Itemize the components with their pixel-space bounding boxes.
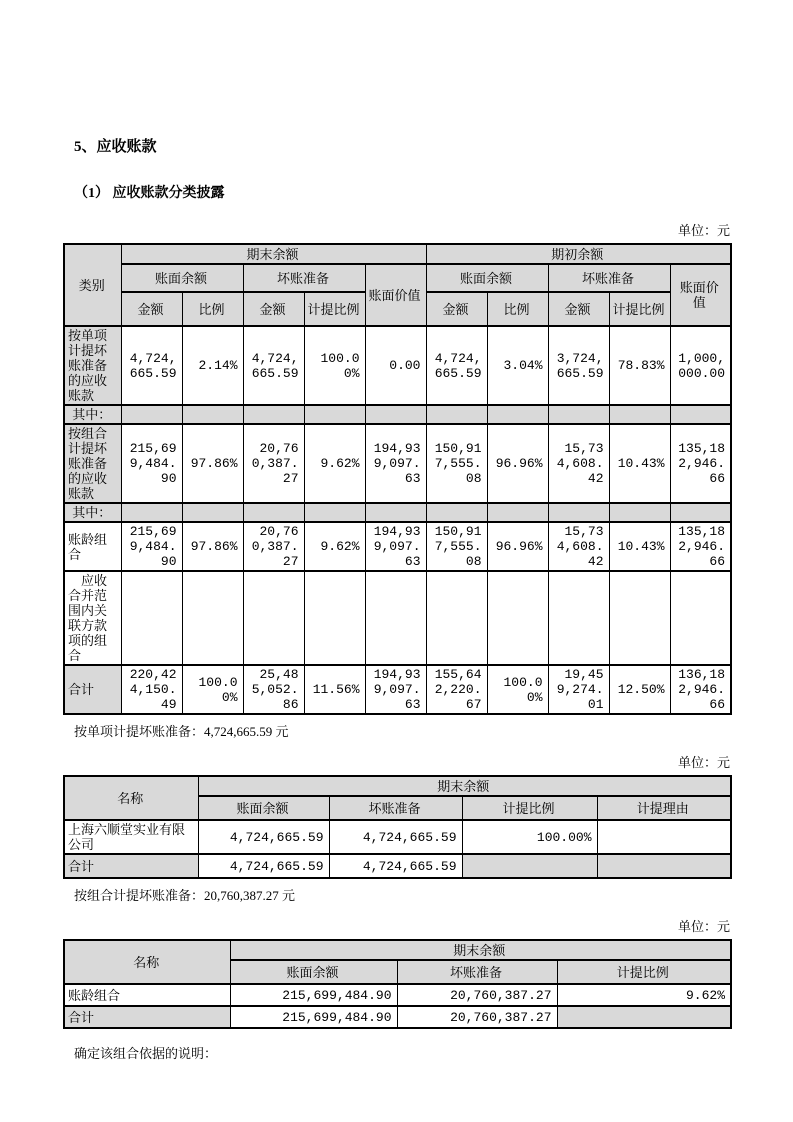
empty-cell <box>121 571 182 665</box>
empty-cell <box>304 503 365 522</box>
value-cell: 135,182,946.66 <box>670 522 731 571</box>
value-cell: 215,699,484.90 <box>121 522 182 571</box>
empty-cell <box>597 854 731 878</box>
value-cell: 2.14% <box>182 326 243 405</box>
empty-cell <box>182 503 243 522</box>
empty-cell <box>182 405 243 424</box>
value-cell: 4,724,665.59 <box>426 326 487 405</box>
row-label: 账龄组合 <box>64 984 230 1006</box>
header-period-end: 期末余额 <box>230 940 731 960</box>
empty-cell <box>670 571 731 665</box>
empty-cell <box>426 571 487 665</box>
individual-provision-table <box>63 775 732 879</box>
unit-label: 单位：元 <box>677 223 730 238</box>
table-row-subheading <box>64 405 731 424</box>
row-label: 其中： <box>64 405 121 424</box>
header-ratio: 比例 <box>487 292 548 326</box>
header-name: 名称 <box>64 940 230 984</box>
value-cell: 20,760,387.27 <box>243 522 304 571</box>
value-cell: 9.62% <box>304 424 365 503</box>
value-cell: 136,182,946.66 <box>670 665 731 714</box>
value-cell: 96.96% <box>487 424 548 503</box>
row-label: 合计 <box>64 854 198 878</box>
header-bad-debt: 坏账准备 <box>329 796 462 820</box>
value-cell: 150,917,555.08 <box>426 424 487 503</box>
empty-cell <box>365 503 426 522</box>
header-book-balance: 账面余额 <box>230 960 397 984</box>
row-label: 账龄组合 <box>64 522 121 571</box>
value-cell: 1,000,000.00 <box>670 326 731 405</box>
header-ratio: 比例 <box>182 292 243 326</box>
table-row <box>64 820 731 854</box>
value-cell: 100.00% <box>462 820 597 854</box>
empty-cell <box>426 503 487 522</box>
row-label: 上海六顺堂实业有限公司 <box>64 820 198 854</box>
value-cell: 15,734,608.42 <box>548 522 609 571</box>
empty-cell <box>243 405 304 424</box>
value-cell: 0.00 <box>365 326 426 405</box>
row-label: 合计 <box>64 1006 230 1028</box>
empty-cell <box>487 571 548 665</box>
empty-cell <box>426 405 487 424</box>
value-cell: 4,724,665.59 <box>198 820 329 854</box>
unit-label: 单位：元 <box>677 919 730 934</box>
header-provision-ratio: 计提比例 <box>462 796 597 820</box>
header-period-begin: 期初余额 <box>426 244 731 264</box>
header-book-balance: 账面余额 <box>198 796 329 820</box>
empty-cell <box>365 405 426 424</box>
empty-cell <box>487 503 548 522</box>
empty-cell <box>548 503 609 522</box>
receivables-classification-table <box>63 243 732 715</box>
header-name: 名称 <box>64 776 198 820</box>
value-cell: 97.86% <box>182 424 243 503</box>
table-row <box>64 571 731 665</box>
header-book-balance: 账面余额 <box>426 264 548 292</box>
value-cell: 100.00% <box>487 665 548 714</box>
value-cell: 20,760,387.27 <box>243 424 304 503</box>
value-cell: 20,760,387.27 <box>397 984 557 1006</box>
value-cell: 19,459,274.01 <box>548 665 609 714</box>
header-book-value: 账面价值 <box>365 264 426 326</box>
empty-cell <box>487 405 548 424</box>
empty-cell <box>548 571 609 665</box>
header-amount: 金额 <box>426 292 487 326</box>
empty-cell <box>243 571 304 665</box>
header-book-balance: 账面余额 <box>121 264 243 292</box>
empty-cell <box>243 503 304 522</box>
value-cell: 4,724,665.59 <box>121 326 182 405</box>
row-label: 合计 <box>64 665 121 714</box>
value-cell: 215,699,484.90 <box>121 424 182 503</box>
value-cell: 150,917,555.08 <box>426 522 487 571</box>
individual-provision-note: 按单项计提坏账准备：4,724,665.59 元 <box>74 724 289 739</box>
header-amount: 金额 <box>121 292 182 326</box>
table-row-total <box>64 665 731 714</box>
portfolio-basis-note: 确定该组合依据的说明： <box>74 1046 218 1061</box>
empty-cell <box>121 405 182 424</box>
row-label: 按组合计提坏账准备的应收账款 <box>64 424 121 503</box>
header-bad-debt: 坏账准备 <box>548 264 670 292</box>
header-book-value: 账面价值 <box>670 264 731 326</box>
empty-cell <box>609 503 670 522</box>
header-amount: 金额 <box>548 292 609 326</box>
unit-label: 单位：元 <box>677 755 730 770</box>
header-period-end: 期末余额 <box>198 776 731 796</box>
portfolio-provision-note: 按组合计提坏账准备：20,760,387.27 元 <box>74 888 296 903</box>
value-cell: 96.96% <box>487 522 548 571</box>
empty-cell <box>462 854 597 878</box>
header-category: 类别 <box>64 244 121 326</box>
value-cell: 215,699,484.90 <box>230 1006 397 1028</box>
value-cell: 97.86% <box>182 522 243 571</box>
row-label: 应收合并范围内关联方款项的组合 <box>64 571 121 665</box>
value-cell: 11.56% <box>304 665 365 714</box>
value-cell: 10.43% <box>609 424 670 503</box>
value-cell: 100.00% <box>304 326 365 405</box>
empty-cell <box>548 405 609 424</box>
empty-cell <box>557 1006 731 1028</box>
empty-cell <box>121 503 182 522</box>
table-row <box>64 984 731 1006</box>
header-provision-ratio: 计提比例 <box>304 292 365 326</box>
value-cell: 4,724,665.59 <box>243 326 304 405</box>
row-label: 按单项计提坏账准备的应收账款 <box>64 326 121 405</box>
header-provision-ratio: 计提比例 <box>557 960 731 984</box>
table-row-subheading <box>64 503 731 522</box>
value-cell: 3.04% <box>487 326 548 405</box>
value-cell: 220,424,150.49 <box>121 665 182 714</box>
table-row <box>64 424 731 503</box>
value-cell: 4,724,665.59 <box>198 854 329 878</box>
value-cell: 194,939,097.63 <box>365 665 426 714</box>
subsection-heading: （1） 应收账款分类披露 <box>74 186 225 201</box>
value-cell: 4,724,665.59 <box>329 854 462 878</box>
empty-cell <box>304 571 365 665</box>
value-cell: 215,699,484.90 <box>230 984 397 1006</box>
header-bad-debt: 坏账准备 <box>397 960 557 984</box>
value-cell: 78.83% <box>609 326 670 405</box>
value-cell: 135,182,946.66 <box>670 424 731 503</box>
value-cell: 20,760,387.27 <box>397 1006 557 1028</box>
row-label: 其中： <box>64 503 121 522</box>
empty-cell <box>365 571 426 665</box>
value-cell: 25,485,052.86 <box>243 665 304 714</box>
value-cell: 9.62% <box>557 984 731 1006</box>
value-cell: 10.43% <box>609 522 670 571</box>
empty-cell <box>609 571 670 665</box>
header-provision-ratio: 计提比例 <box>609 292 670 326</box>
empty-cell <box>304 405 365 424</box>
value-cell: 9.62% <box>304 522 365 571</box>
table-row <box>64 522 731 571</box>
value-cell: 194,939,097.63 <box>365 424 426 503</box>
value-cell: 100.00% <box>182 665 243 714</box>
value-cell: 3,724,665.59 <box>548 326 609 405</box>
header-provision-reason: 计提理由 <box>597 796 731 820</box>
section-heading: 5、应收账款 <box>74 139 157 155</box>
header-bad-debt: 坏账准备 <box>243 264 365 292</box>
empty-cell <box>609 405 670 424</box>
value-cell: 194,939,097.63 <box>365 522 426 571</box>
empty-cell <box>670 503 731 522</box>
value-cell: 12.50% <box>609 665 670 714</box>
table-row <box>64 326 731 405</box>
empty-cell <box>597 820 731 854</box>
value-cell: 155,642,220.67 <box>426 665 487 714</box>
table-row-total <box>64 1006 731 1028</box>
empty-cell <box>182 571 243 665</box>
value-cell: 4,724,665.59 <box>329 820 462 854</box>
header-amount: 金额 <box>243 292 304 326</box>
empty-cell <box>670 405 731 424</box>
table-row-total <box>64 854 731 878</box>
value-cell: 15,734,608.42 <box>548 424 609 503</box>
portfolio-provision-table <box>63 939 732 1029</box>
header-period-end: 期末余额 <box>121 244 426 264</box>
